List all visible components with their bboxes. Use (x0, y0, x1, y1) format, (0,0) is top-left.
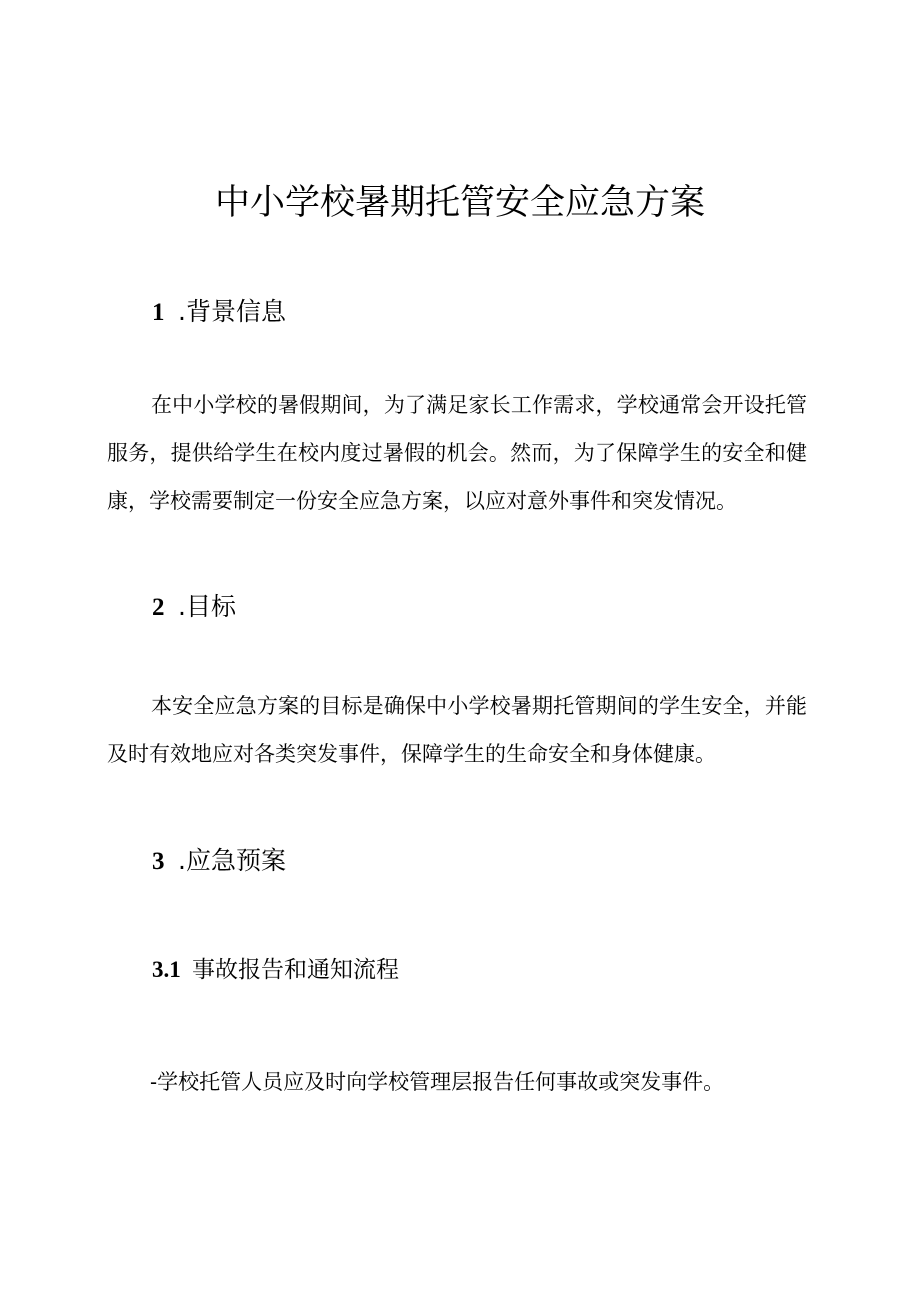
section-heading-goal (152, 589, 236, 626)
subsection-heading-incident-reporting (152, 953, 399, 987)
list-item: -学校托管人员应及时向学校管理层报告任何事故或突发事件。 (150, 1070, 725, 1094)
section-title: .目标 (178, 592, 236, 621)
subsection-title: 事故报告和通知流程 (192, 957, 399, 983)
section-title: .背景信息 (178, 297, 286, 326)
section-heading-emergency-plan (152, 843, 286, 880)
section-number: 1 (152, 299, 165, 326)
background-paragraph: 在中小学校的暑假期间，为了满足家长工作需求，学校通常会开设托管服务，提供给学生在校内度过暑假的机会。然而，为了保障学生的安全和健康，学校需要制定一份安全应急方案，以应对意外事件和突发情况。 (107, 393, 807, 513)
goal-paragraph: 本安全应急方案的目标是确保中小学校暑期托管期间的学生安全，并能及时有效地应对各类突发事件，保障学生的生命安全和身体健康。 (107, 694, 807, 766)
section-number: 3 (152, 848, 165, 875)
section-heading-background (152, 294, 286, 331)
subsection-number: 3.1 (152, 957, 181, 982)
section-number: 2 (152, 594, 165, 621)
document-title: 中小学校暑期托管安全应急方案 (214, 183, 705, 223)
section-title: .应急预案 (178, 846, 286, 875)
